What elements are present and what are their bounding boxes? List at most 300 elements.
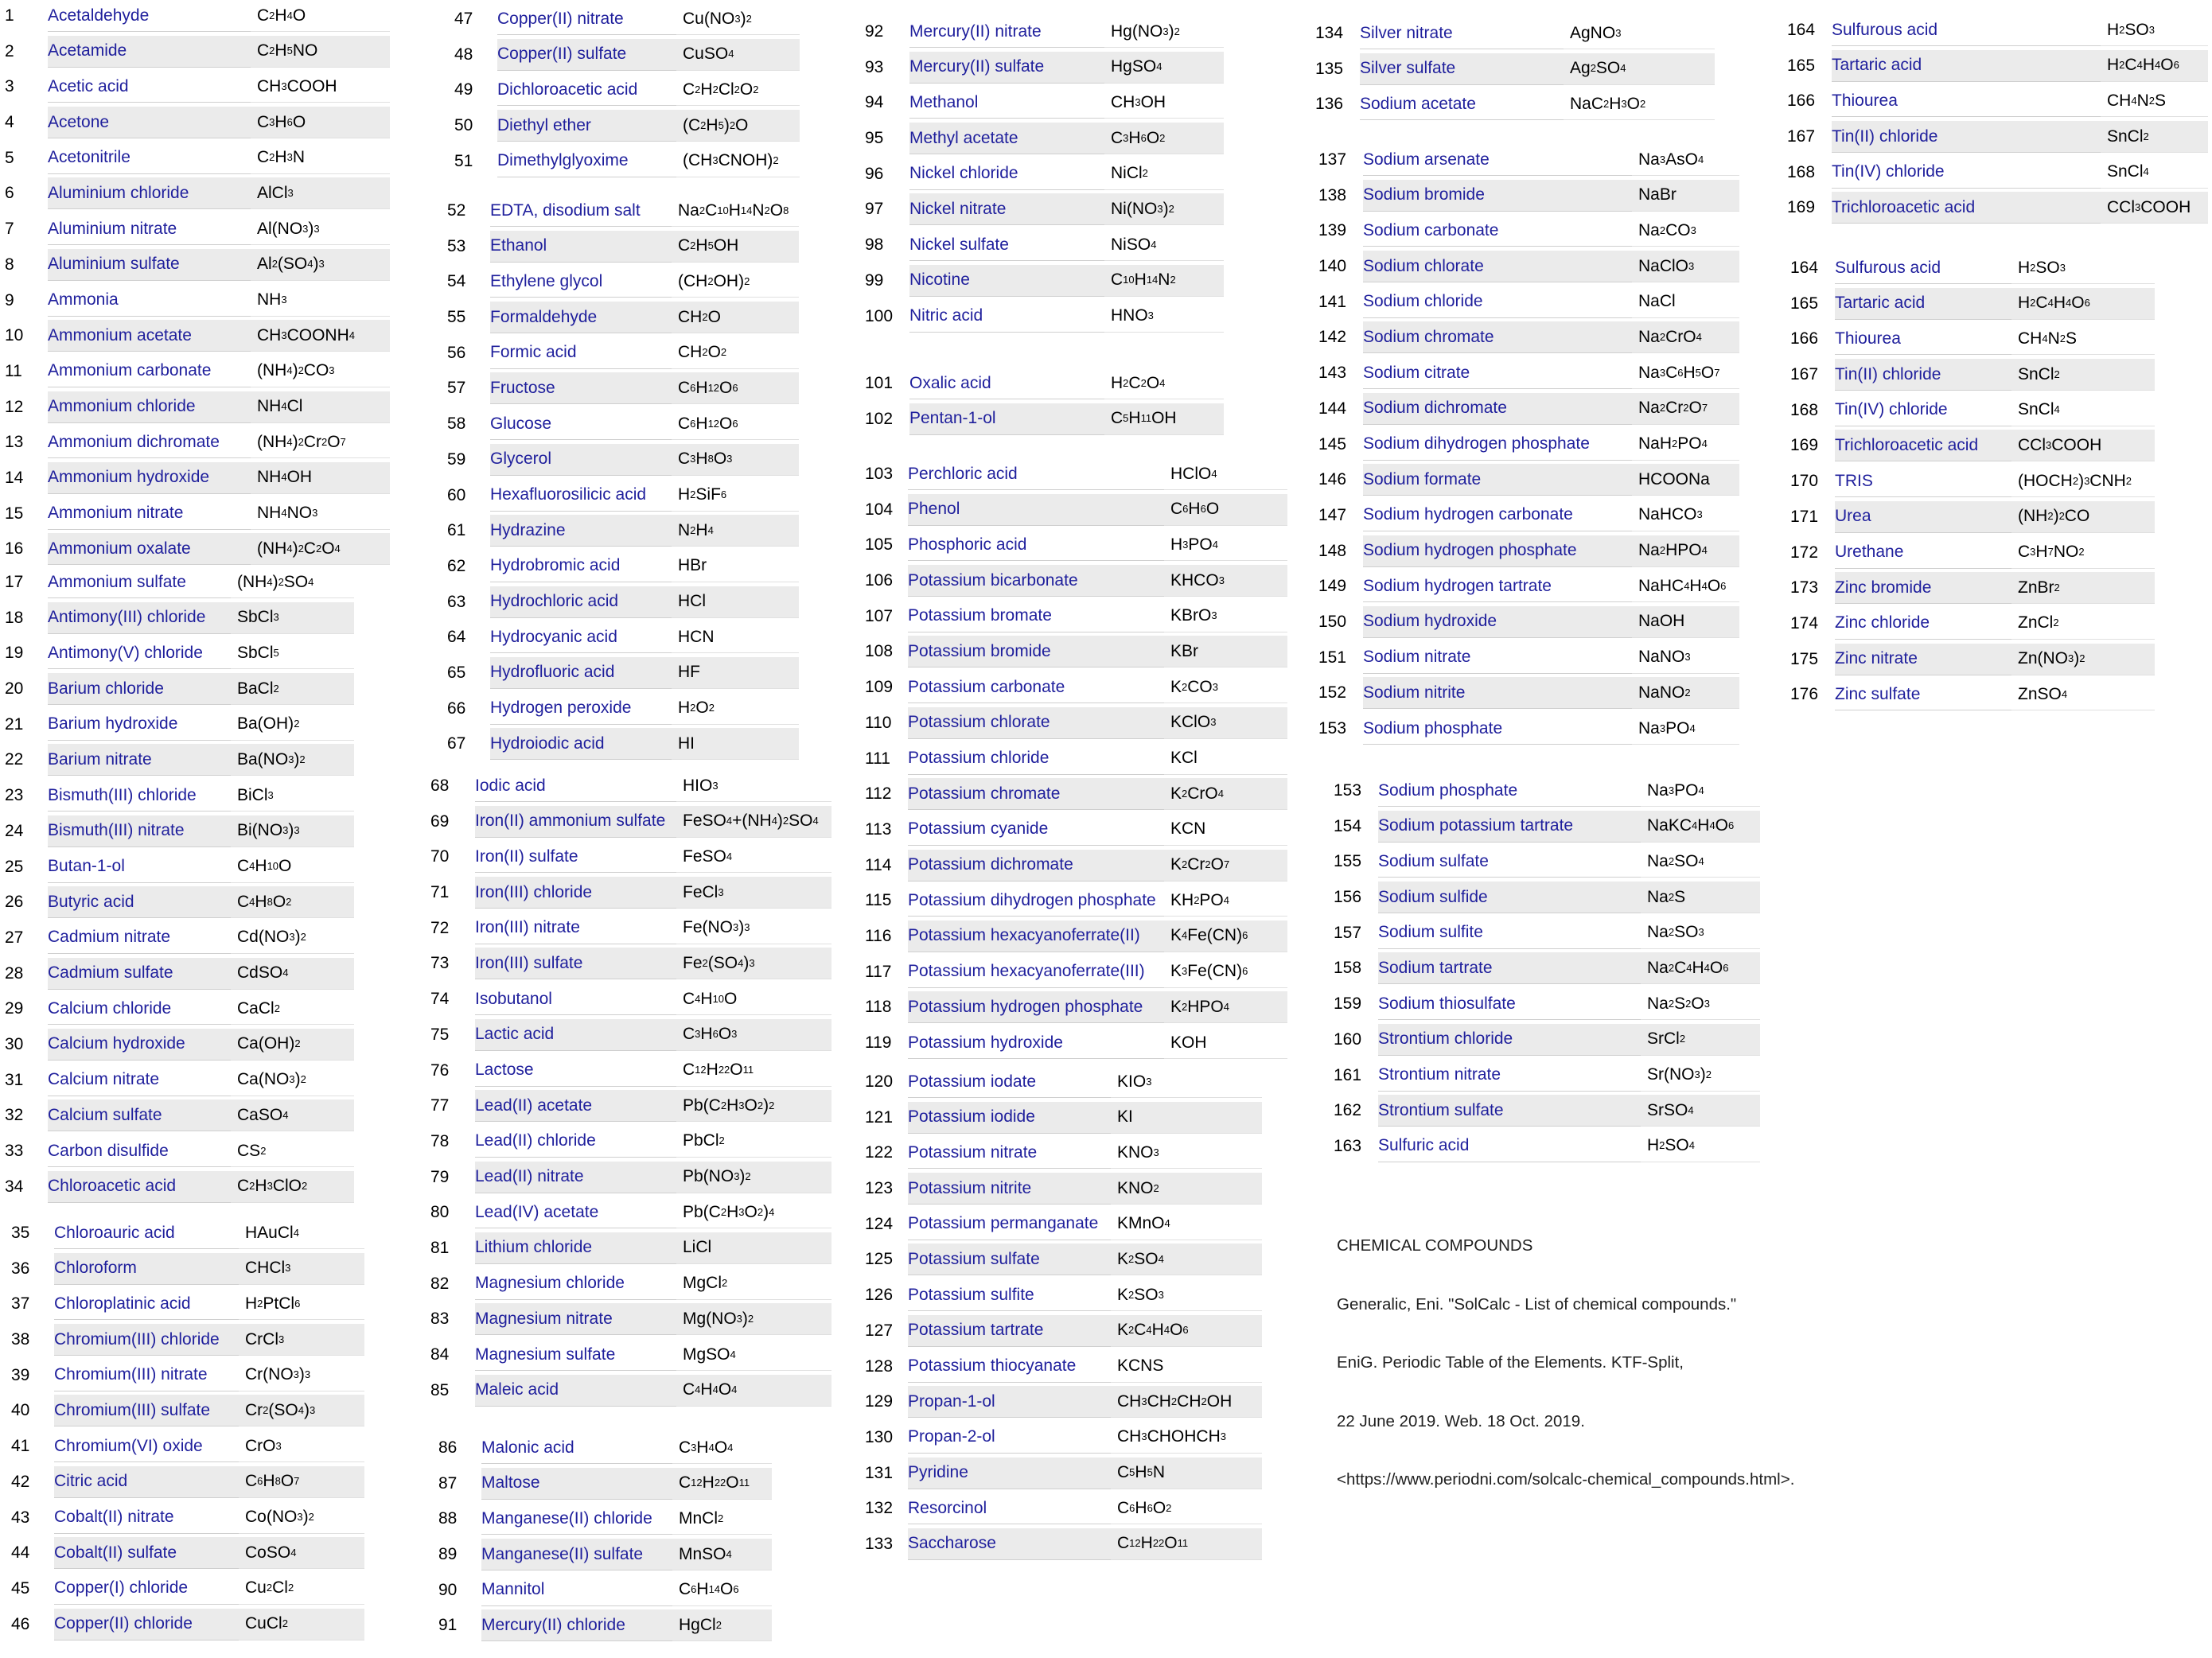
compound-name-link[interactable]: Magnesium sulfate (475, 1339, 676, 1371)
compound-name-link[interactable]: Nickel chloride (909, 158, 1104, 190)
compound-name-link[interactable]: Cobalt(II) sulfate (54, 1537, 239, 1569)
compound-row (860, 368, 1224, 399)
compound-name-link[interactable]: Potassium chlorate (908, 707, 1164, 739)
compound-row (426, 1126, 831, 1158)
compound-group (860, 16, 1224, 336)
compound-name-link[interactable]: Saccharose (908, 1528, 1111, 1560)
compound-number: 118 (865, 998, 892, 1017)
compound-name-link[interactable]: Nickel nitrate (909, 193, 1104, 225)
compound-name-link[interactable]: Thiourea (1832, 85, 2101, 117)
compound-name-link[interactable]: Potassium cyanide (908, 814, 1164, 846)
compound-name-link[interactable]: Potassium iodate (908, 1066, 1111, 1098)
compound-name-link[interactable]: Iron(III) chloride (475, 877, 676, 909)
compound-number: 48 (454, 45, 473, 64)
compound-name-link[interactable]: Iron(III) nitrate (475, 913, 676, 944)
compound-name-link[interactable]: Nitric acid (909, 301, 1104, 333)
compound-name-link[interactable]: Copper(II) sulfate (497, 39, 676, 71)
compound-name-link[interactable]: Sodium sulfide (1378, 882, 1641, 913)
compound-formula: SbCl 3 (231, 602, 354, 634)
compound-name-link[interactable]: Butan-1-ol (48, 851, 231, 883)
compound-name-link[interactable]: Sodium tartrate (1378, 952, 1641, 984)
compound-name-link[interactable]: Urethane (1835, 537, 2011, 569)
compound-name-link[interactable]: Tartaric acid (1835, 288, 2011, 320)
compound-name-link[interactable]: Potassium nitrate (908, 1137, 1111, 1169)
compound-number: 165 (1790, 294, 1819, 313)
compound-name-link[interactable]: Potassium sulfate (908, 1244, 1111, 1275)
compound-name-link[interactable]: Glucose (490, 408, 672, 440)
compound-name-link[interactable]: Maleic acid (475, 1375, 676, 1407)
compound-formula: Na 3 AsO 4 (1632, 144, 1739, 176)
compound-number: 129 (865, 1392, 894, 1411)
compound-name-link[interactable]: Iron(III) sulfate (475, 948, 676, 979)
compound-formula: KBrO 3 (1164, 601, 1287, 632)
compound-formula: Na 2 HPO 4 (1632, 535, 1739, 567)
compound-formula: HCl (672, 586, 799, 618)
compound-name-link[interactable]: Maltose (481, 1468, 672, 1500)
compound-number: 112 (865, 784, 892, 804)
compound-name-link[interactable]: Tin(II) chloride (1835, 359, 2011, 391)
compound-name-link[interactable]: Potassium bromide (908, 636, 1164, 667)
compound-name-link[interactable]: Lead(II) nitrate (475, 1162, 676, 1193)
compound-name-link[interactable]: Sodium bromide (1363, 180, 1632, 212)
compound-name-link[interactable]: Chloroplatinic acid (54, 1288, 239, 1320)
compound-formula: C 4 H 10 O (231, 851, 354, 883)
compound-number: 18 (5, 608, 24, 627)
compound-name-link[interactable]: Potassium permanganate (908, 1208, 1111, 1240)
compound-name-link[interactable]: Barium chloride (48, 673, 231, 705)
compound-name-link[interactable]: Nickel sulfate (909, 229, 1104, 261)
compound-name-link[interactable]: Diethyl ether (497, 110, 676, 142)
compound-name-link[interactable]: Butyric acid (48, 886, 231, 918)
compound-name-link[interactable]: Sodium sulfate (1378, 846, 1641, 878)
compound-name-link[interactable]: Mercury(II) chloride (481, 1609, 672, 1641)
compound-name-link[interactable]: Lactose (475, 1055, 676, 1087)
compound-name-link[interactable]: Hydrocyanic acid (490, 621, 672, 653)
compound-name-link[interactable]: Urea (1835, 501, 2011, 533)
compound-name-link[interactable]: Chromium(VI) oxide (54, 1430, 239, 1462)
compound-row (434, 1503, 772, 1535)
compound-name-link[interactable]: Sodium hydroxide (1363, 606, 1632, 638)
compound-row (1782, 192, 2208, 224)
compound-name-link[interactable]: Fructose (490, 372, 672, 404)
compound-name-link[interactable]: Potassium tartrate (908, 1315, 1111, 1347)
compound-row (860, 403, 1224, 435)
compound-name-link[interactable]: Ammonium chloride (48, 391, 251, 423)
compound-name-link[interactable]: Cadmium sulfate (48, 958, 231, 990)
compound-name-link[interactable]: Ammonium hydroxide (48, 462, 251, 494)
compound-formula: CH 3 COOH (251, 71, 390, 103)
compound-formula: Na 2 SO 4 (1641, 846, 1760, 878)
compound-name-link[interactable]: Calcium hydroxide (48, 1029, 231, 1061)
compound-name-link[interactable]: Cadmium nitrate (48, 922, 231, 954)
compound-name-link[interactable]: Bismuth(III) nitrate (48, 815, 231, 847)
compound-group (450, 3, 800, 181)
compound-name-link[interactable]: Trichloroacetic acid (1835, 430, 2011, 461)
compound-name-link[interactable]: Barium nitrate (48, 744, 231, 776)
compound-name-link[interactable]: Acetone (48, 107, 251, 138)
compound-number: 74 (430, 990, 450, 1009)
compound-name-link[interactable]: Manganese(II) chloride (481, 1503, 672, 1535)
compound-name-link[interactable]: Sodium hydrogen carbonate (1363, 500, 1632, 531)
compound-name-link[interactable]: Lithium chloride (475, 1232, 676, 1264)
compound-number: 14 (5, 468, 24, 487)
compound-number: 56 (447, 343, 466, 362)
compound-number: 98 (865, 235, 884, 255)
compound-row (860, 1137, 1262, 1169)
compound-name-link[interactable]: Hydrobromic acid (490, 551, 672, 582)
compound-number: 57 (447, 379, 466, 398)
compound-number: 23 (5, 786, 24, 805)
compound-formula: K 2 C 4 H 4 O 6 (1111, 1315, 1262, 1347)
compound-formula: CaSO 4 (231, 1099, 354, 1131)
compound-formula: H 2 SiF 6 (672, 480, 799, 512)
compound-name-link[interactable]: Copper(II) chloride (54, 1609, 239, 1640)
compound-name-link[interactable]: Zinc sulfate (1835, 679, 2011, 710)
compound-name-link[interactable]: Acetaldehyde (48, 0, 251, 32)
citation-dates: 22 June 2019. Web. 18 Oct. 2019. (1337, 1411, 1585, 1430)
compound-name-link[interactable]: Calcium chloride (48, 993, 231, 1025)
compound-row (6, 1217, 364, 1249)
compound-number: 94 (865, 93, 884, 112)
compound-number: 73 (430, 954, 450, 973)
compound-name-link[interactable]: Magnesium nitrate (475, 1303, 676, 1335)
compound-name-link[interactable]: Ammonium nitrate (48, 498, 251, 530)
compound-number: 6 (5, 184, 14, 203)
compound-name-link[interactable]: Ammonium oxalate (48, 533, 251, 565)
compound-name-link[interactable]: Potassium hexacyanoferrate(III) (908, 956, 1164, 988)
compound-number: 88 (438, 1509, 458, 1528)
compound-name-link[interactable]: Manganese(II) sulfate (481, 1539, 672, 1570)
compound-row (1314, 642, 1739, 674)
compound-number: 36 (11, 1259, 30, 1278)
compound-formula: C 4 H 4 O 4 (676, 1375, 831, 1407)
compound-name-link[interactable]: Resorcinol (908, 1493, 1111, 1524)
compound-name-link[interactable]: Tin(II) chloride (1832, 121, 2101, 153)
compound-name-link[interactable]: Hydrazine (490, 515, 672, 547)
compound-name-link[interactable]: Ammonium dichromate (48, 426, 251, 458)
compound-number: 124 (865, 1214, 894, 1233)
compound-number: 39 (11, 1365, 30, 1384)
compound-name-link[interactable]: Ammonia (48, 285, 251, 317)
compound-name-link[interactable]: Sulfurous acid (1835, 252, 2011, 284)
compound-row (1314, 144, 1739, 176)
compound-formula: Al 2 (SO 4 ) 3 (251, 249, 390, 281)
compound-formula: Ag 2 SO 4 (1564, 53, 1715, 85)
compound-name-link[interactable]: Hydroiodic acid (490, 728, 672, 760)
compound-number: 58 (447, 414, 466, 434)
compound-row (860, 123, 1224, 154)
compound-name-link[interactable]: Potassium carbonate (908, 671, 1164, 703)
compound-name-link[interactable]: Sodium phosphate (1363, 713, 1632, 745)
compound-name-link[interactable]: Potassium nitrite (908, 1173, 1111, 1205)
compound-number: 89 (438, 1545, 458, 1564)
compound-number: 130 (865, 1427, 894, 1446)
compound-name-link[interactable]: Sodium potassium tartrate (1378, 811, 1641, 843)
compound-name-link[interactable]: Tartaric acid (1832, 50, 2101, 82)
compound-name-link[interactable]: Iodic acid (475, 770, 676, 802)
compound-row (1329, 846, 1760, 878)
compound-name-link[interactable]: Sodium nitrite (1363, 677, 1632, 709)
compound-name-link[interactable]: Potassium dihydrogen phosphate (908, 885, 1164, 917)
compound-group (0, 566, 354, 1206)
compound-formula: C 3 H 6 O (251, 107, 390, 138)
compound-formula: KCNS (1111, 1351, 1262, 1383)
compound-name-link[interactable]: Oxalic acid (909, 368, 1104, 399)
compound-name-link[interactable]: Lead(II) chloride (475, 1126, 676, 1158)
compound-name-link[interactable]: Carbon disulfide (48, 1135, 231, 1167)
compound-formula: NaH 2 PO 4 (1632, 429, 1739, 461)
compound-name-link[interactable]: Pyridine (908, 1458, 1111, 1489)
compound-name-link[interactable]: Sodium nitrate (1363, 642, 1632, 674)
compound-name-link[interactable]: Phenol (908, 494, 1164, 526)
compound-name-link[interactable]: Sulfuric acid (1378, 1131, 1641, 1162)
compound-name-link[interactable]: Formic acid (490, 337, 672, 369)
compound-name-link[interactable]: Potassium sulfite (908, 1279, 1111, 1311)
compound-name-link[interactable]: Ammonium carbonate (48, 356, 251, 387)
compound-formula: AgNO 3 (1564, 18, 1715, 49)
compound-formula: (CH 2 OH) 2 (672, 266, 799, 298)
compound-name-link[interactable]: Acetonitrile (48, 142, 251, 174)
compound-name-link[interactable]: Formaldehyde (490, 302, 672, 333)
compound-name-link[interactable]: Methanol (909, 87, 1104, 119)
compound-name-link[interactable]: Propan-2-ol (908, 1422, 1111, 1454)
compound-number: 87 (438, 1473, 458, 1493)
compound-name-link[interactable]: Potassium bicarbonate (908, 565, 1164, 597)
compound-name-link[interactable]: Chromium(III) sulfate (54, 1395, 239, 1426)
compound-name-link[interactable]: Potassium bromate (908, 601, 1164, 632)
compound-number: 81 (430, 1238, 450, 1257)
compound-formula: K 2 HPO 4 (1164, 991, 1287, 1023)
compound-name-link[interactable]: Strontium sulfate (1378, 1095, 1641, 1127)
compound-formula: Ni(NO 3 ) 2 (1104, 193, 1224, 225)
compound-number: 114 (865, 855, 892, 874)
compound-number: 29 (5, 999, 24, 1018)
compound-formula: C 3 H 8 O 3 (672, 444, 799, 476)
compound-formula: MnCl 2 (672, 1503, 772, 1535)
compound-name-link[interactable]: Mercury(II) nitrate (909, 16, 1104, 48)
compound-number: 134 (1315, 24, 1344, 42)
compound-formula: CHCl 3 (239, 1253, 364, 1285)
compound-name-link[interactable]: Sodium sulfite (1378, 917, 1641, 949)
compound-row (1314, 180, 1739, 212)
compound-name-link[interactable]: Lactic acid (475, 1019, 676, 1051)
compound-name-link[interactable]: Ethylene glycol (490, 266, 672, 298)
compound-number: 31 (5, 1070, 24, 1089)
compound-formula: Fe(NO 3 ) 3 (676, 913, 831, 944)
compound-formula: KCN (1164, 814, 1287, 846)
compound-number: 85 (430, 1380, 450, 1399)
compound-row (1786, 465, 2155, 497)
compound-name-link[interactable]: Tin(IV) chloride (1835, 395, 2011, 426)
compound-formula: C 5 H 11 OH (1104, 403, 1224, 435)
compound-row (860, 991, 1287, 1023)
compound-row (0, 0, 390, 32)
compound-formula: C 6 H 6 O 2 (1111, 1493, 1262, 1524)
compound-row (860, 743, 1287, 775)
compound-name-link[interactable]: Sodium dichromate (1363, 393, 1632, 425)
compound-number: 61 (447, 521, 466, 540)
compound-number: 96 (865, 164, 884, 183)
compound-name-link[interactable]: Citric acid (54, 1466, 239, 1498)
compound-name-link[interactable]: Sodium hydrogen tartrate (1363, 570, 1632, 602)
compound-name-link[interactable]: Sodium arsenate (1363, 144, 1632, 176)
compound-name-link[interactable]: Bismuth(III) chloride (48, 780, 231, 811)
compound-row (426, 948, 831, 979)
compound-number: 166 (1790, 329, 1819, 348)
compound-name-link[interactable]: Ammonium sulfate (48, 566, 231, 598)
compound-number: 1 (5, 6, 14, 25)
compound-name-link[interactable]: Potassium chloride (908, 743, 1164, 775)
compound-formula: Cr(NO 3 ) 3 (239, 1360, 364, 1391)
compound-name-link[interactable]: Aluminium chloride (48, 177, 251, 209)
compound-number: 169 (1787, 198, 1816, 217)
compound-name-link[interactable]: Chloroform (54, 1253, 239, 1285)
compound-name-link[interactable]: Sodium formate (1363, 464, 1632, 496)
compound-name-link[interactable]: Sodium phosphate (1378, 775, 1641, 807)
compound-name-link[interactable]: Antimony(V) chloride (48, 637, 231, 669)
compound-name-link[interactable]: Mannitol (481, 1574, 672, 1606)
compound-formula: NaHC 4 H 4 O 6 (1632, 570, 1739, 602)
compound-name-link[interactable]: Iron(II) sulfate (475, 841, 676, 873)
compound-name-link[interactable]: Pentan-1-ol (909, 403, 1104, 435)
compound-number: 158 (1334, 959, 1362, 978)
compound-number: 32 (5, 1106, 24, 1125)
compound-formula: FeSO 4 (676, 841, 831, 873)
compound-name-link[interactable]: Lead(IV) acetate (475, 1197, 676, 1228)
compound-name-link[interactable]: Propan-1-ol (908, 1386, 1111, 1418)
compound-name-link[interactable]: Strontium nitrate (1378, 1060, 1641, 1092)
compound-row (450, 39, 800, 71)
compound-number: 30 (5, 1034, 24, 1053)
compound-name-link[interactable]: Acetamide (48, 36, 251, 68)
compound-name-link[interactable]: Dichloroacetic acid (497, 74, 676, 106)
compound-formula: PbCl 2 (676, 1126, 831, 1158)
compound-formula: KI (1111, 1102, 1262, 1134)
compound-row (0, 391, 390, 423)
compound-name-link[interactable]: Potassium hydroxide (908, 1027, 1164, 1059)
compound-name-link[interactable]: Ethanol (490, 231, 672, 263)
compound-name-link[interactable]: Sulfurous acid (1832, 14, 2101, 46)
compound-name-link[interactable]: Calcium nitrate (48, 1064, 231, 1096)
compound-name-link[interactable]: Zinc bromide (1835, 572, 2011, 604)
compound-formula: Ca(OH) 2 (231, 1029, 354, 1061)
compound-name-link[interactable]: Sodium hydrogen phosphate (1363, 535, 1632, 567)
compound-name-link[interactable]: Tin(IV) chloride (1832, 157, 2101, 189)
compound-number: 33 (5, 1142, 24, 1160)
compound-name-link[interactable]: Isobutanol (475, 983, 676, 1015)
compound-number: 107 (865, 606, 894, 625)
compound-number: 2 (5, 41, 14, 60)
compound-name-link[interactable]: Strontium chloride (1378, 1024, 1641, 1056)
compound-formula: KNO 2 (1111, 1173, 1262, 1205)
compound-name-link[interactable]: Mercury(II) sulfate (909, 52, 1104, 84)
compound-number: 121 (865, 1107, 894, 1127)
compound-name-link[interactable]: Phosphoric acid (908, 529, 1164, 561)
compound-name-link[interactable]: Cobalt(II) nitrate (54, 1502, 239, 1534)
compound-name-link[interactable]: Zinc chloride (1835, 608, 2011, 640)
compound-number: 37 (11, 1294, 30, 1314)
compound-formula: ZnBr 2 (2011, 572, 2155, 604)
compound-name-link[interactable]: Copper(II) nitrate (497, 3, 676, 35)
compound-name-link[interactable]: Potassium thiocyanate (908, 1351, 1111, 1383)
compound-name-link[interactable]: Chromium(III) chloride (54, 1324, 239, 1356)
compound-name-link[interactable]: Aluminium sulfate (48, 249, 251, 281)
compound-name-link[interactable]: Sodium chromate (1363, 321, 1632, 353)
compound-name-link[interactable]: Thiourea (1835, 323, 2011, 355)
compound-name-link[interactable]: Sodium chloride (1363, 286, 1632, 318)
compound-name-link[interactable]: Barium hydroxide (48, 709, 231, 741)
compound-name-link[interactable]: Potassium iodide (908, 1102, 1111, 1134)
compound-name-link[interactable]: Zinc nitrate (1835, 644, 2011, 675)
compound-row (1786, 501, 2155, 533)
compound-name-link[interactable]: Dimethylglyoxime (497, 146, 676, 177)
compound-name-link[interactable]: EDTA, disodium salt (490, 195, 672, 227)
compound-name-link[interactable]: Sodium acetate (1360, 88, 1564, 120)
compound-formula: H 2 C 2 O 4 (1104, 368, 1224, 399)
compound-name-link[interactable]: Potassium hydrogen phosphate (908, 991, 1164, 1023)
compound-name-link[interactable]: Hexafluorosilicic acid (490, 480, 672, 512)
compound-name-link[interactable]: Nicotine (909, 265, 1104, 297)
compound-number: 155 (1334, 852, 1362, 871)
compound-name-link[interactable]: Chloroauric acid (54, 1217, 239, 1249)
compound-formula: C 3 H 4 O 4 (672, 1432, 772, 1464)
compound-name-link[interactable]: Calcium sulfate (48, 1099, 231, 1131)
compound-name-link[interactable]: Trichloroacetic acid (1832, 192, 2101, 224)
compound-name-link[interactable]: Iron(II) ammonium sulfate (475, 806, 676, 838)
compound-name-link[interactable]: Malonic acid (481, 1432, 672, 1464)
compound-name-link[interactable]: Sodium chlorate (1363, 251, 1632, 282)
compound-name-link[interactable]: Acetic acid (48, 71, 251, 103)
compound-name-link[interactable]: Aluminium nitrate (48, 213, 251, 245)
compound-group (1314, 144, 1739, 749)
compound-name-link[interactable]: Antimony(III) chloride (48, 602, 231, 634)
compound-name-link[interactable]: Sodium carbonate (1363, 215, 1632, 247)
compound-name-link[interactable]: Ammonium acetate (48, 320, 251, 352)
compound-name-link[interactable]: Methyl acetate (909, 123, 1104, 154)
compound-name-link[interactable]: Glycerol (490, 444, 672, 476)
compound-name-link[interactable]: Lead(II) acetate (475, 1090, 676, 1122)
compound-name-link[interactable]: Hydrochloric acid (490, 586, 672, 618)
compound-name-link[interactable]: Silver sulfate (1360, 53, 1564, 85)
compound-row (0, 958, 354, 990)
compound-name-link[interactable]: Perchloric acid (908, 458, 1164, 490)
compound-name-link[interactable]: Potassium hexacyanoferrate(II) (908, 920, 1164, 952)
compound-name-link[interactable]: Sodium thiosulfate (1378, 988, 1641, 1020)
compound-name-link[interactable]: Chloroacetic acid (48, 1171, 231, 1203)
compound-name-link[interactable]: Sodium dihydrogen phosphate (1363, 429, 1632, 461)
compound-row (0, 1135, 354, 1167)
compound-number: 16 (5, 539, 24, 559)
compound-name-link[interactable]: Copper(I) chloride (54, 1573, 239, 1605)
compound-formula: NaClO 3 (1632, 251, 1739, 282)
compound-number: 66 (447, 699, 466, 718)
compound-name-link[interactable]: Hydrogen peroxide (490, 693, 672, 725)
compound-number: 65 (447, 663, 466, 682)
compound-name-link[interactable]: TRIS (1835, 465, 2011, 497)
compound-name-link[interactable]: Potassium chromate (908, 778, 1164, 810)
compound-formula: HAuCl 4 (239, 1217, 364, 1249)
compound-name-link[interactable]: Chromium(III) nitrate (54, 1360, 239, 1391)
compound-number: 22 (5, 750, 24, 769)
compound-number: 45 (11, 1578, 30, 1598)
compound-number: 3 (5, 77, 14, 96)
compound-name-link[interactable]: Sodium citrate (1363, 357, 1632, 389)
compound-name-link[interactable]: Potassium dichromate (908, 850, 1164, 882)
compound-name-link[interactable]: Hydrofluoric acid (490, 657, 672, 689)
compound-name-link[interactable]: Silver nitrate (1360, 18, 1564, 49)
compound-name-link[interactable]: Magnesium chloride (475, 1268, 676, 1300)
compound-row (1786, 572, 2155, 604)
